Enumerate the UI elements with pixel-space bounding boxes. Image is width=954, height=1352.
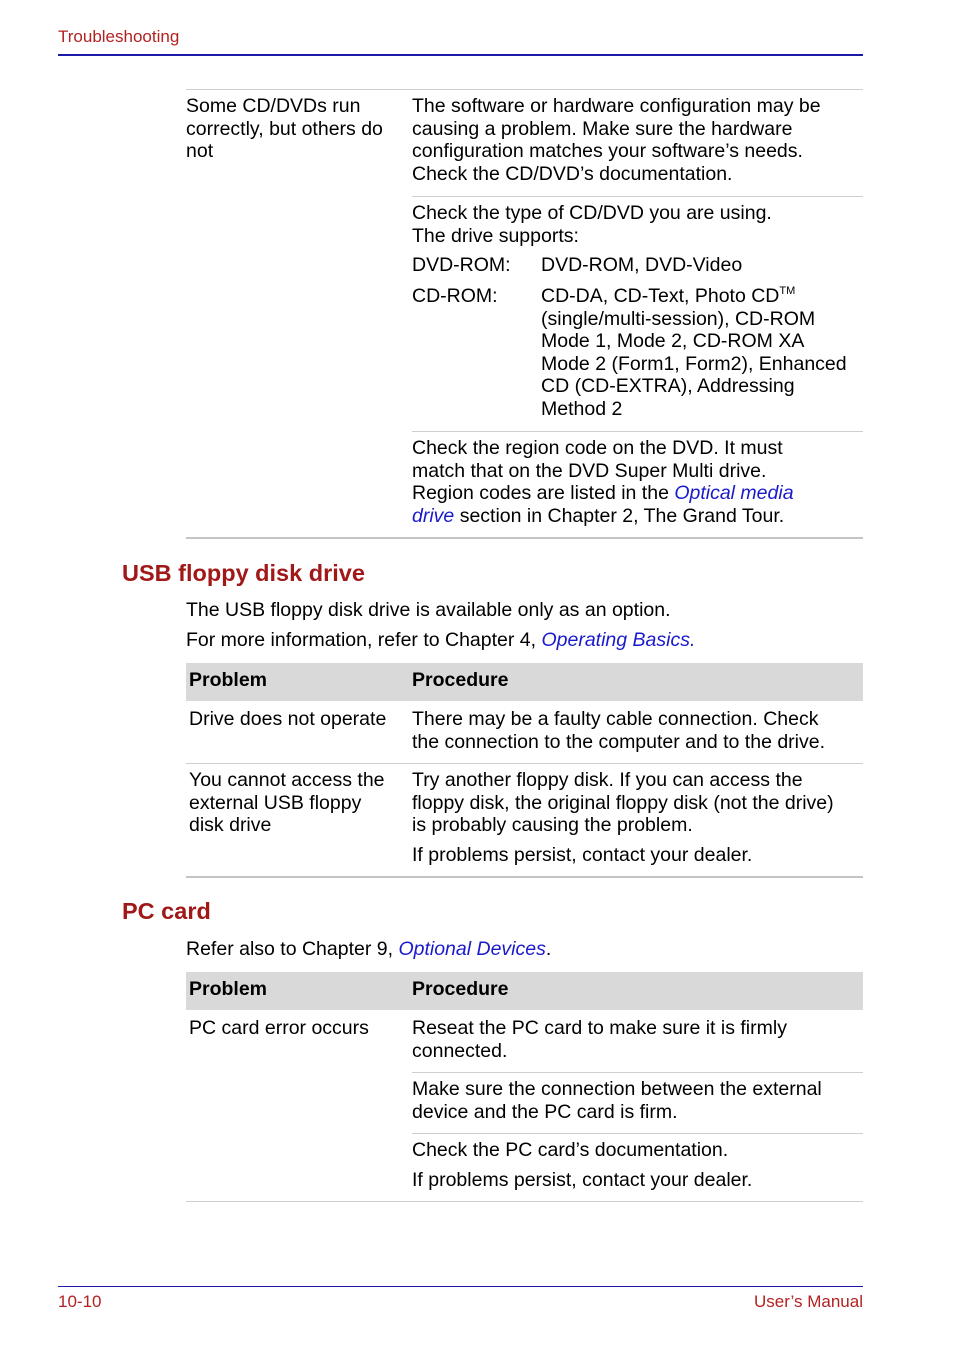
procedure-divider: [412, 1133, 863, 1134]
cd-rom-label: CD-ROM:: [412, 285, 498, 307]
procedure-divider: [412, 196, 863, 197]
usb-intro-2: For more information, refer to Chapter 4, Operating Basics.: [186, 629, 696, 651]
section-title-usb-floppy: USB floppy disk drive: [122, 560, 365, 586]
pc-procedure-reseat: Reseat the PC card to make sure it is firmly connected.: [412, 1017, 787, 1062]
cd-procedure-region: Check the region code on the DVD. It must match that on the DVD Super Multi drive. Region codes are listed in the Optical media drive section in Chapter 2, The Grand Tour.: [412, 437, 794, 527]
usb-row1-procedure: There may be a faulty cable connection. Check the connection to the computer and to the drive.: [412, 708, 826, 753]
dvd-rom-value: DVD-ROM, DVD-Video: [541, 254, 743, 276]
cd-procedure-config: The software or hardware configuration may be causing a problem. Make sure the hardware configuration matches your software’s needs. Check the CD/DVD’s documentation.: [412, 95, 821, 185]
optical-media-drive-link[interactable]: drive: [412, 504, 455, 527]
table-rule: [186, 89, 863, 90]
pc-procedure-contact-dealer: If problems persist, contact your dealer.: [412, 1169, 753, 1191]
cd-rom-value: CD-DA, CD-Text, Photo CD™ (single/multi-session), CD-ROM Mode 1, Mode 2, CD-ROM XA Mode 2 (Form1, Form2), Enhanced CD (CD-EXTRA), Addressing Method 2: [541, 285, 847, 420]
column-header-problem: Problem: [189, 669, 268, 691]
usb-row1-problem: Drive does not operate: [189, 708, 387, 730]
table-row-divider: [186, 763, 863, 764]
pc-procedure-connection: Make sure the connection between the external device and the PC card is firm.: [412, 1078, 822, 1123]
footer-rule: [58, 1286, 863, 1287]
pc-intro: Refer also to Chapter 9, Optional Devices.: [186, 938, 552, 960]
pc-procedure-documentation: Check the PC card’s documentation.: [412, 1139, 729, 1161]
optional-devices-link[interactable]: Optional Devices: [398, 938, 546, 960]
table-header-band: [186, 663, 863, 701]
table-bottom-rule: [186, 1201, 863, 1202]
column-header-problem: Problem: [189, 978, 268, 1000]
usb-row2-procedure: Try another floppy disk. If you can access the floppy disk, the original floppy disk (not the drive) is probably causing the problem.: [412, 769, 834, 837]
dvd-rom-label: DVD-ROM:: [412, 254, 511, 276]
column-header-procedure: Procedure: [412, 669, 509, 691]
cd-problem-text: Some CD/DVDs run correctly, but others do not: [186, 95, 383, 163]
table-header-band: [186, 972, 863, 1010]
running-header: Troubleshooting: [58, 27, 180, 46]
usb-row2-contact-dealer: If problems persist, contact your dealer.: [412, 844, 753, 866]
table-bottom-rule: [186, 876, 863, 878]
manual-title: User’s Manual: [754, 1292, 863, 1311]
optical-media-drive-link[interactable]: Optical media: [674, 482, 794, 505]
cd-procedure-type: Check the type of CD/DVD you are using. The drive supports:: [412, 202, 772, 247]
usb-row2-problem: You cannot access the external USB floppy disk drive: [189, 769, 385, 837]
pc-row-problem: PC card error occurs: [189, 1017, 369, 1039]
procedure-divider: [412, 1072, 863, 1073]
page-number: 10-10: [58, 1292, 102, 1311]
usb-intro-1: The USB floppy disk drive is available only as an option.: [186, 599, 671, 621]
procedure-divider: [412, 431, 863, 432]
table-bottom-rule: [186, 537, 863, 539]
trademark-mark: TM: [779, 285, 796, 297]
section-title-pc-card: PC card: [122, 898, 211, 924]
header-rule: [58, 54, 863, 56]
column-header-procedure: Procedure: [412, 978, 509, 1000]
operating-basics-link[interactable]: Operating Basics: [541, 629, 690, 651]
